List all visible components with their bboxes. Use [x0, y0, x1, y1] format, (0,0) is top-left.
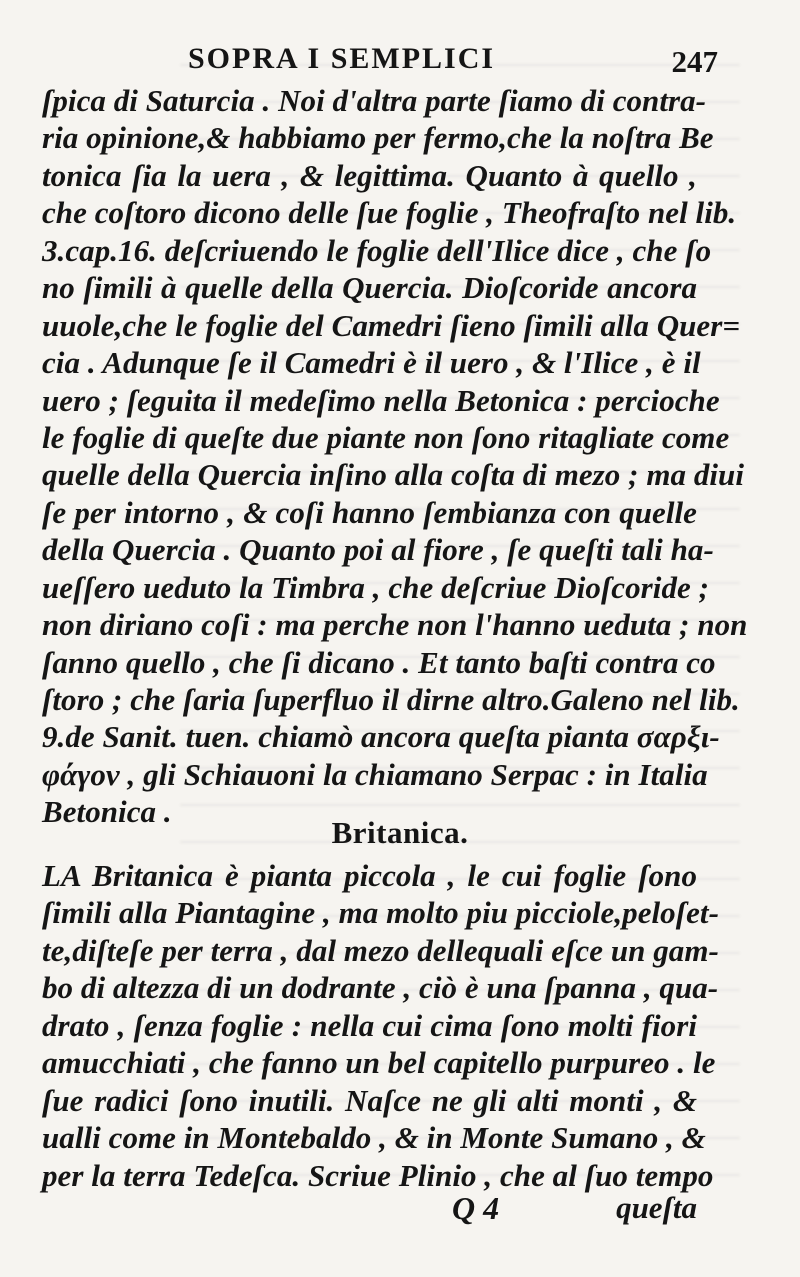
text-line: LA Britanica è pianta piccola , le cui foglie ſono: [42, 858, 697, 893]
text-line: ueſſero ueduto la Timbra , che deſcriue Dioſcoride ;: [42, 569, 709, 605]
text-line: 3.cap.16. deſcriuendo le foglie dell'Ilice dice , che ſo: [42, 232, 712, 268]
text-line: della Quercia . Quanto poi al fiore , ſe queſti tali ha-: [42, 532, 714, 568]
text-line: per la terra Tedeſca. Scriue Plinio , che al ſuo tempo: [42, 1157, 714, 1193]
text-line: ria opinione,& habbiamo per fermo,che la noſtra Be: [42, 120, 714, 156]
page-number: 247: [671, 44, 718, 79]
catchword: queſta: [616, 1190, 697, 1225]
text-line: te,diſteſe per terra , dal mezo dellequali eſce un gam-: [42, 932, 719, 968]
text-line: ſpica di Saturcia . Noi d'altra parte ſiamo di contra-: [42, 83, 707, 118]
page-footer: [42, 1190, 697, 1230]
paragraph-one: [42, 82, 748, 831]
text-line: drato , ſenza foglie : nella cui cima ſono molti fiori: [42, 1007, 697, 1043]
text-line: che coſtoro dicono delle ſue foglie , Theofraſto nel lib.: [42, 195, 737, 231]
text-line: no ſimili à quelle della Quercia. Dioſcoride ancora: [42, 270, 697, 306]
text-line: ſe per intorno , & coſi hanno ſembianza con quelle: [42, 494, 697, 530]
paragraph-two: [42, 857, 719, 1194]
text-line: 9.de Sanit. tuen. chiamò ancora queſta pianta σαρξι-: [42, 719, 720, 755]
text-line: ualli come in Montebaldo , & in Monte Sumano , &: [42, 1120, 706, 1156]
text-line: tonica ſia la uera , & legittima. Quanto à quello ,: [42, 157, 697, 193]
text-line: ſanno quello , che ſi dicano . Et tanto baſti contra co: [42, 644, 716, 680]
signature-mark: Q 4: [452, 1190, 500, 1226]
page-header: [40, 42, 740, 84]
text-line: ſtoro ; che ſaria ſuperfluo il dirne altro.Galeno nel lib.: [42, 682, 740, 717]
text-line: Betonica .: [42, 794, 172, 830]
running-head: SOPRA I SEMPLICI: [188, 42, 496, 75]
text-line: le foglie di queſte due piante non ſono ritagliate come: [42, 419, 730, 455]
text-line: φάγον , gli Schiauoni la chiamano Serpac : in Italia: [42, 756, 708, 792]
text-line: ſimili alla Piantagine , ma molto piu picciole,peloſet-: [42, 895, 719, 931]
text-line: uuole,che le foglie del Camedri ſieno ſimili alla Quer=: [42, 307, 741, 343]
text-line: bo di altezza di un dodrante , ciò è una ſpanna , qua-: [42, 970, 719, 1006]
text-line: uero ; ſeguita il medeſimo nella Betonica : percioche: [42, 382, 720, 418]
text-line: non diriano coſi : ma perche non l'hanno ueduta ; non: [42, 607, 748, 643]
text-line: ſue radici ſono inutili. Naſce ne gli alti monti , &: [42, 1082, 697, 1118]
text-line: cia . Adunque ſe il Camedri è il uero , & l'Ilice , è il: [42, 345, 701, 381]
text-line: amucchiati , che fanno un bel capitello purpureo . le: [42, 1045, 716, 1081]
section-title: Britanica.: [331, 815, 469, 850]
text-line: quelle della Quercia inſino alla coſta di mezo ; ma diui: [42, 457, 744, 493]
